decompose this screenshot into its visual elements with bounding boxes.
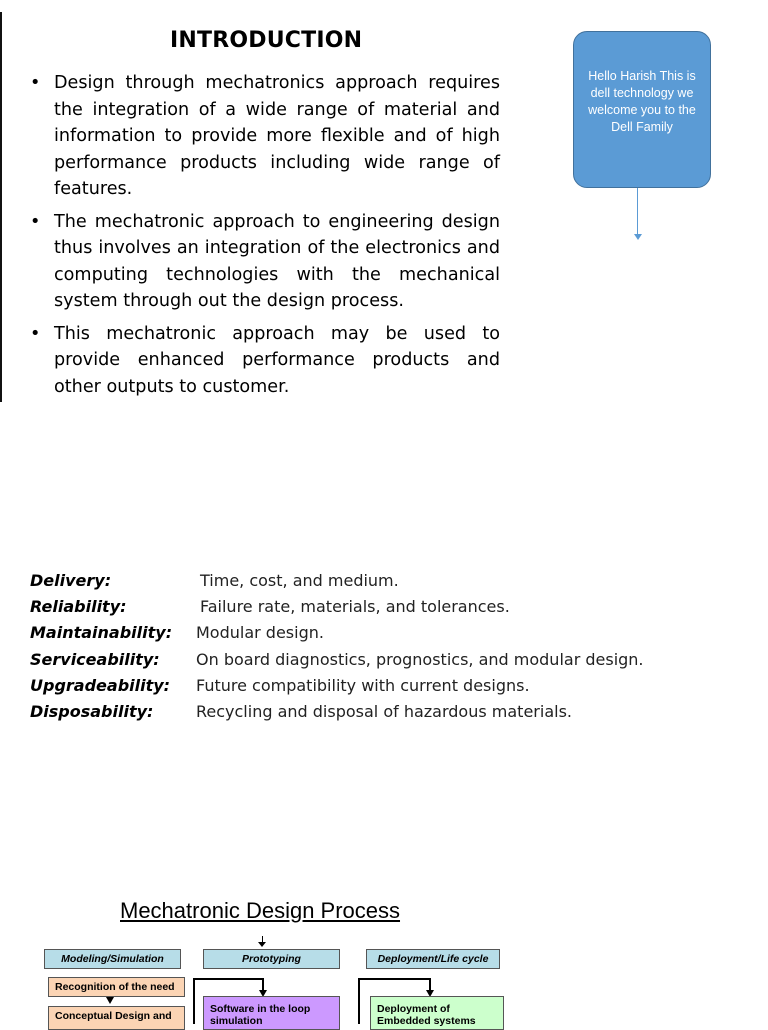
step-software-label-cont: simulation bbox=[210, 1015, 263, 1027]
callout-connector-line bbox=[637, 188, 638, 236]
step-deployment-label: Deployment of bbox=[377, 1003, 450, 1015]
step-deployment bbox=[370, 996, 504, 1030]
intro-bullet-list bbox=[30, 70, 500, 406]
header-modeling-simulation: Modeling/Simulation bbox=[44, 949, 181, 969]
attribute-term: Disposability: bbox=[30, 701, 154, 721]
attribute-definition: Modular design. bbox=[196, 623, 324, 643]
step-deployment-label-cont: Embedded systems bbox=[377, 1015, 476, 1027]
arrow-down-icon bbox=[258, 942, 266, 947]
bullet-item bbox=[30, 321, 500, 401]
connector-line bbox=[193, 978, 195, 1024]
connector-line bbox=[193, 978, 263, 980]
left-border-rule bbox=[0, 12, 2, 402]
bullet-text: Design through mechatronics approach requires the integration of a wide range of material and information to provide more flexible and of high performance products including wide range of features. bbox=[54, 73, 500, 199]
attribute-row bbox=[30, 676, 750, 702]
attribute-term: Delivery: bbox=[30, 571, 112, 590]
connector-line bbox=[358, 978, 360, 1024]
attribute-term: Upgradeability: bbox=[30, 675, 171, 695]
bullet-text: The mechatronic approach to engineering design thus involves an integration of the electronics and computing technologies with the mechanical system through out the design process. bbox=[54, 211, 500, 311]
header-prototyping: Prototyping bbox=[203, 949, 340, 969]
step-software-in-loop bbox=[203, 996, 340, 1030]
attribute-row bbox=[30, 597, 750, 623]
attribute-definition: Future compatibility with current designs. bbox=[196, 675, 530, 695]
attribute-row bbox=[30, 623, 750, 649]
bullet-item bbox=[30, 70, 500, 203]
bullet-icon: • bbox=[30, 323, 41, 344]
bullet-icon: • bbox=[30, 211, 41, 232]
attribute-definition: Time, cost, and medium. bbox=[200, 571, 399, 590]
step-conceptual-design: Conceptual Design and bbox=[48, 1006, 185, 1030]
attribute-row bbox=[30, 571, 750, 597]
attribute-row bbox=[30, 702, 750, 728]
design-process-title: Mechatronic Design Process bbox=[120, 898, 401, 923]
bullet-text: This mechatronic approach may be used to provide enhanced performance products and other outputs to customer. bbox=[54, 323, 500, 397]
step-recognition-of-need: Recognition of the need bbox=[48, 977, 185, 997]
arrow-down-icon bbox=[106, 997, 114, 1004]
arrow-down-icon bbox=[634, 234, 642, 240]
attribute-term: Serviceability: bbox=[30, 649, 160, 669]
bullet-item bbox=[30, 209, 500, 315]
attribute-term: Maintainability: bbox=[30, 623, 173, 643]
attribute-definition: Recycling and disposal of hazardous materials. bbox=[196, 701, 572, 721]
connector-line bbox=[358, 978, 430, 980]
design-attributes-list bbox=[30, 571, 750, 728]
header-deployment-life-cycle: Deployment/Life cycle bbox=[366, 949, 500, 969]
attribute-definition: Failure rate, materials, and tolerances. bbox=[200, 597, 510, 617]
step-software-label: Software in the loop bbox=[210, 1003, 311, 1015]
attribute-row bbox=[30, 650, 750, 676]
attribute-definition: On board diagnostics, prognostics, and modular design. bbox=[196, 649, 644, 669]
bullet-icon: • bbox=[30, 73, 41, 93]
page-title: INTRODUCTION bbox=[170, 28, 363, 53]
welcome-callout: Hello Harish This is dell technology we welcome you to the Dell Family bbox=[573, 31, 711, 188]
attribute-term: Reliability: bbox=[30, 597, 127, 617]
